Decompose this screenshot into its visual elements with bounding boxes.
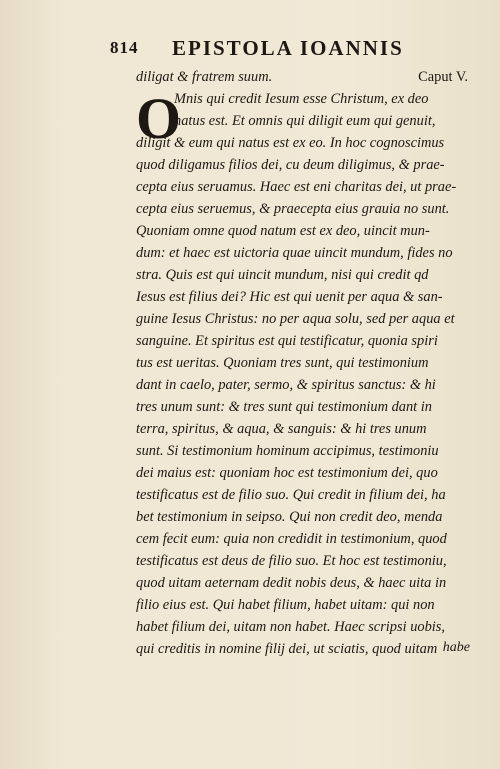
text-line: Iesus est filius dei? Hic est qui uenit per aqua & san- (136, 289, 443, 305)
text-line: cepta eius seruemus, & praecepta eius grauia no sunt. (136, 201, 450, 217)
text-line: tres unum sunt: & tres sunt qui testimonium dant in (136, 399, 432, 415)
text-line: natus est. Et omnis qui diligit eum qui genuit, (174, 113, 436, 129)
text-line: cem fecit eum: quia non credidit in testimonium, quod (136, 531, 447, 547)
text-line-1 (136, 66, 476, 88)
text-line: guine Iesus Christus: no per aqua solu, sed per aqua et (136, 311, 455, 327)
text-line: Quoniam omne quod natum est ex deo, uincit mun- (136, 223, 430, 239)
text-line: stra. Quis est qui uincit mundum, nisi qui credit qd (136, 267, 429, 283)
text-line: bet testimonium in seipso. Qui non credit deo, menda (136, 509, 443, 525)
text-line: dant in caelo, pater, sermo, & spiritus sanctus: & hi (136, 377, 436, 393)
text-line: quod diligamus filios dei, cu deum diligimus, & prae- (136, 157, 445, 173)
running-title: EPISTOLA IOANNIS (172, 36, 404, 60)
text-line: tus est ueritas. Quoniam tres sunt, qui testimonium (136, 355, 429, 371)
text-line: cepta eius seruamus. Haec est eni charitas dei, ut prae- (136, 179, 457, 195)
folio-number: 814 (110, 38, 139, 57)
text-line: Mnis qui credit Iesum esse Christum, ex deo (174, 91, 429, 107)
body-text (136, 66, 476, 660)
text-line: testificatus est de filio suo. Qui credit in filium dei, ha (136, 487, 446, 503)
chapter-label: Caput V. (418, 69, 468, 85)
text-line: qui creditis in nomine filij dei, ut sciatis, quod uitam (136, 641, 438, 657)
text-line: sunt. Si testimonium hominum accipimus, testimoniu (136, 443, 439, 459)
text-line: filio eius est. Qui habet filium, habet uitam: qui non (136, 597, 435, 613)
text-line: sanguine. Et spiritus est qui testificatur, quonia spiri (136, 333, 438, 349)
page-header (110, 34, 470, 64)
text-line: testificatus est deus de filio suo. Et hoc est testimoniu, (136, 553, 447, 569)
text-line: quod uitam aeternam dedit nobis deus, & haec uita in (136, 575, 447, 591)
text-line-1-content: diligat & fratrem suum. (136, 69, 273, 85)
text-line: diligit & eum qui natus est ex eo. In hoc cognoscimus (136, 135, 445, 151)
text-line: terra, spiritus, & aqua, & sanguis: & hi tres unum (136, 421, 427, 437)
text-line: habet filium dei, uitam non habet. Haec scripsi uobis, (136, 619, 445, 635)
catchword: habe (442, 640, 470, 655)
text-line: dum: et haec est uictoria quae uincit mundum, fides no (136, 245, 453, 261)
drop-cap: O (136, 86, 182, 151)
text-line: dei maius est: quoniam hoc est testimonium dei, quo (136, 465, 438, 481)
